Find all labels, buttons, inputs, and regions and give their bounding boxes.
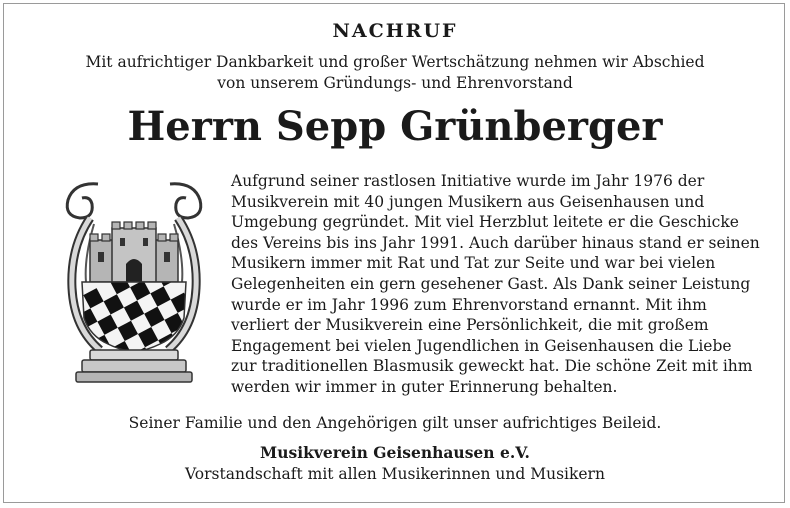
- intro-line-1: Mit aufrichtiger Dankbarkeit und großer Wertschätzung nehmen wir Abschied: [85, 53, 705, 71]
- notice-heading: NACHRUF: [332, 20, 458, 42]
- body-line: wurde er im Jahr 1996 zum Ehrenvorstand ernannt. Mit ihm: [231, 295, 707, 314]
- obituary-text: [231, 171, 776, 398]
- body-line: Musikverein mit 40 jungen Musikern aus Geisenhausen und: [231, 192, 705, 211]
- board-signature: Vorstandschaft mit allen Musikerinnen und Musikern: [185, 465, 605, 483]
- notice-intro: [0, 52, 790, 94]
- body-line: Gelegenheiten ein gern gesehener Gast. Als Dank seiner Leistung: [231, 274, 751, 293]
- body-line: Musikern immer mit Rat und Tat zur Seite und war bei vielen: [231, 254, 716, 273]
- deceased-name: Herrn Sepp Grünberger: [127, 103, 663, 150]
- condolence-line: Seiner Familie und den Angehörigen gilt unser aufrichtiges Beileid.: [128, 414, 662, 432]
- intro-line-2: von unserem Gründungs- und Ehrenvorstand: [217, 74, 573, 92]
- body-line: Engagement bei vielen Jugendlichen in Geisenhausen die Liebe: [231, 336, 732, 355]
- body-line: Aufgrund seiner rastlosen Initiative wurde im Jahr 1976 der: [231, 172, 705, 190]
- body-line: werden wir immer in guter Erinnerung behalten.: [231, 377, 618, 396]
- lyre-coat-of-arms-icon: [60, 178, 208, 384]
- body-line: des Vereins bis ins Jahr 1991. Auch darüber hinaus stand er seinen: [231, 233, 760, 252]
- body-line: Umgebung gegründet. Mit viel Herzblut leitete er die Geschicke: [231, 213, 739, 232]
- body-line: verliert der Musikverein eine Persönlichkeit, die mit großem: [231, 316, 709, 335]
- organization-name: Musikverein Geisenhausen e.V.: [260, 443, 530, 462]
- body-line: zur traditionellen Blasmusik geweckt hat. Die schöne Zeit mit ihm: [231, 357, 753, 376]
